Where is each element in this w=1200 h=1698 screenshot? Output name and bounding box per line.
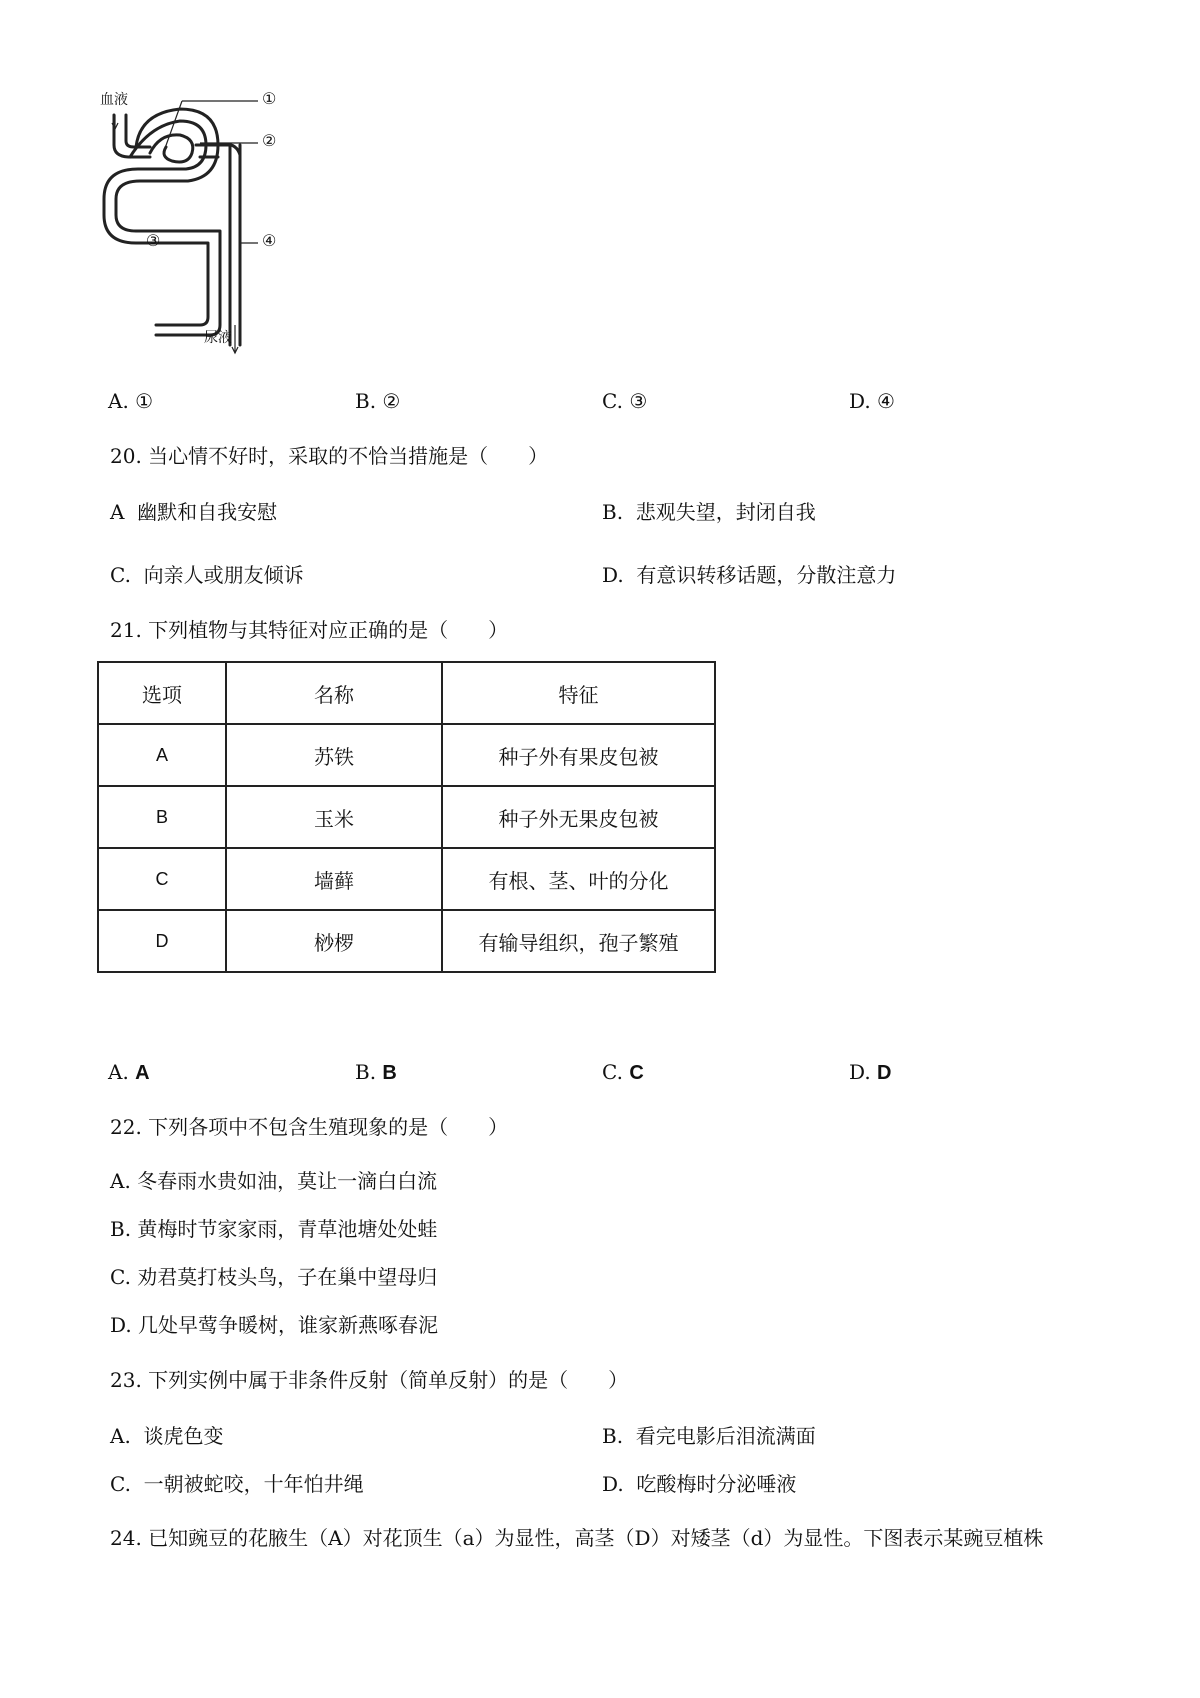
table-cell: 玉米 [226,786,442,848]
q23-stem [110,1366,628,1394]
option-text: 有意识转移话题，分散注意力 [636,563,897,587]
marker-1: ① [262,89,277,108]
option-letter: D. [602,563,624,587]
q19-option-d[interactable] [849,387,895,415]
option-letter: B. [355,1060,377,1084]
blood-label: 血液 [100,92,128,108]
question-number: 20. [110,444,142,468]
option-text: 谈虎色变 [143,1424,224,1448]
question-text: 当心情不好时，采取的不恰当措施是（ ） [148,444,549,468]
option-letter: D. [602,1472,624,1496]
q23-option-b[interactable] [602,1422,816,1450]
q21-table [97,661,716,973]
q22-option-b[interactable]: B. 黄梅时节家家雨，青草池塘处处蛙 [110,1217,438,1241]
option-text: D [877,1062,892,1084]
option-letter: A [110,500,125,524]
question-text: 下列实例中属于非条件反射（简单反射）的是（ ） [148,1368,629,1392]
q22-option-d[interactable]: D. 几处早莺争暖树，谁家新燕啄春泥 [110,1313,439,1337]
q21-option-a[interactable] [108,1058,150,1087]
option-letter: D. [849,1060,871,1084]
option-text: 幽默和自我安慰 [137,500,278,524]
table-cell: 桫椤 [226,910,442,972]
table-header-row [98,662,715,724]
q23-option-c[interactable] [110,1470,364,1498]
question-text: 已知豌豆的花腋生（A）对花顶生（a）为显性，高茎（D）对矮茎（d）为显性。下图表示某豌豆植株 [148,1526,1044,1550]
table-row [98,786,715,848]
table-cell: A [98,724,226,786]
q22-stem [110,1113,508,1141]
marker-2: ② [262,131,277,150]
option-text: 悲观失望，封闭自我 [635,500,816,524]
question-number: 21. [110,618,142,642]
table-cell: 种子外无果皮包被 [442,786,715,848]
nephron-diagram [100,89,320,375]
table-row [98,848,715,910]
option-letter: B. [355,389,377,413]
option-text: B [382,1062,397,1084]
option-text: 一朝被蛇咬，十年怕井绳 [143,1472,364,1496]
option-letter: A. [110,1424,131,1448]
q21-stem [110,616,508,644]
table-cell: 墙藓 [226,848,442,910]
header-cell: 选项 [98,662,226,724]
table-row [98,724,715,786]
option-text: 向亲人或朋友倾诉 [143,563,304,587]
option-letter: A. [108,389,129,413]
q22-option-c[interactable]: C. 劝君莫打枝头鸟，子在巢中望母归 [110,1265,438,1289]
header-cell: 名称 [226,662,442,724]
q21-option-c[interactable] [602,1058,644,1087]
option-text: ④ [877,389,895,413]
question-number: 24. [110,1526,142,1550]
question-number: 22. [110,1115,142,1139]
q22-option-a[interactable]: A. 冬春雨水贵如油，莫让一滴白白流 [110,1169,438,1193]
option-letter: C. [602,1060,623,1084]
table-cell: D [98,910,226,972]
table-cell: 有输导组织，孢子繁殖 [442,910,715,972]
q20-option-a[interactable] [110,498,277,526]
option-letter: B. [602,1424,624,1448]
q23-option-d[interactable] [602,1470,796,1498]
option-text: A [135,1062,150,1084]
q19-option-a[interactable] [108,387,153,415]
urine-label: 尿液 [204,330,232,346]
option-letter: C. [110,1472,131,1496]
q23-option-a[interactable] [110,1422,224,1450]
table-cell: 有根、茎、叶的分化 [442,848,715,910]
question-text: 下列植物与其特征对应正确的是（ ） [148,618,509,642]
option-letter: A. [108,1060,129,1084]
question-text: 下列各项中不包含生殖现象的是（ ） [148,1115,509,1139]
table-row [98,910,715,972]
q19-option-c[interactable] [602,387,647,415]
table-cell: B [98,786,226,848]
option-text: C [629,1062,644,1084]
marker-4: ④ [262,231,277,250]
marker-3: ③ [146,231,161,250]
table-cell: C [98,848,226,910]
q20-option-d[interactable] [602,561,896,589]
option-letter: C. [110,563,131,587]
q20-option-b[interactable] [602,498,816,526]
q19-option-b[interactable] [355,387,400,415]
option-letter: C. [602,389,623,413]
table-cell: 种子外有果皮包被 [442,724,715,786]
table-cell: 苏铁 [226,724,442,786]
option-letter: D. [849,389,871,413]
q20-stem [110,442,548,470]
option-text: 吃酸梅时分泌唾液 [636,1472,797,1496]
option-letter: B. [602,500,624,524]
q21-option-b[interactable] [355,1058,397,1087]
q21-option-d[interactable] [849,1058,892,1087]
header-cell: 特征 [442,662,715,724]
option-text: ② [382,389,401,413]
question-number: 23. [110,1368,142,1392]
option-text: ① [135,389,154,413]
q20-option-c[interactable] [110,561,304,589]
q24-stem [110,1524,1043,1552]
option-text: 看完电影后泪流满面 [635,1424,816,1448]
option-text: ③ [629,389,648,413]
